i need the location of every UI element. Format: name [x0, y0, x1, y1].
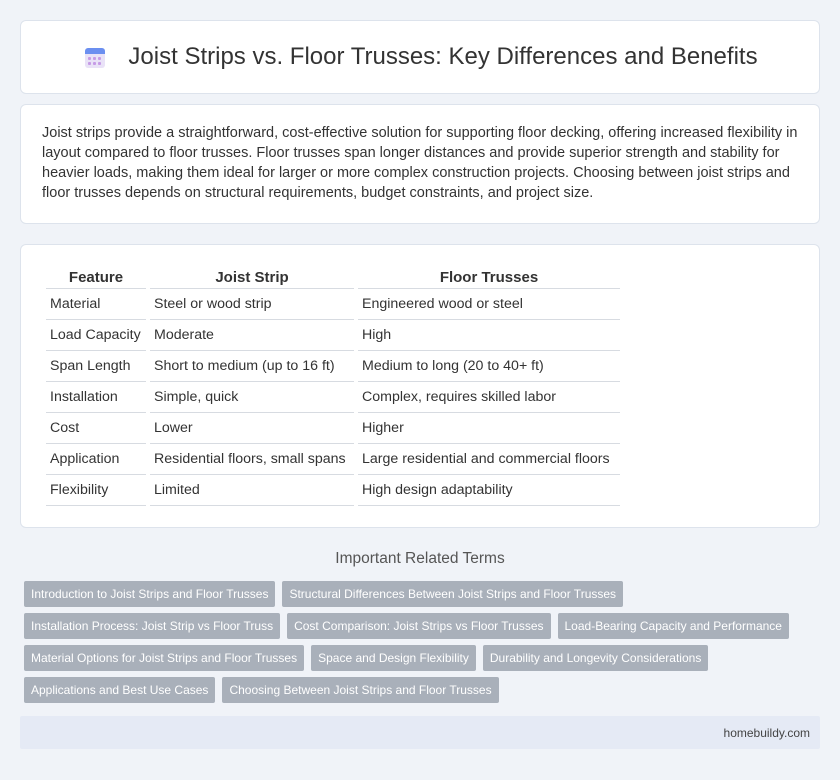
- comparison-table-card: [20, 244, 820, 528]
- cell-floor-trusses: High design adaptability: [358, 475, 620, 506]
- cell-feature: Span Length: [46, 351, 146, 382]
- table-row: [46, 320, 620, 351]
- related-term-tag[interactable]: Applications and Best Use Cases: [24, 677, 215, 703]
- footer-site: homebuildy.com: [723, 726, 810, 740]
- related-term-tag[interactable]: Cost Comparison: Joist Strips vs Floor Trusses: [287, 613, 550, 639]
- table-row: [46, 351, 620, 382]
- cell-joist-strip: Residential floors, small spans: [150, 444, 354, 475]
- table-row: [46, 475, 620, 506]
- cell-joist-strip: Limited: [150, 475, 354, 506]
- related-terms-list: [24, 581, 814, 709]
- cell-joist-strip: Simple, quick: [150, 382, 354, 413]
- table-header-row: [46, 265, 620, 289]
- page-title: Joist Strips vs. Floor Trusses: Key Differences and Benefits: [128, 43, 758, 70]
- intro-paragraph: Joist strips provide a straightforward, cost-effective solution for supporting floor decking, offering increased flexibility in layout compared to floor trusses. Floor trusses span longer distances and provide superior strength and stability for heavier loads, making them ideal for larger or more complex construction projects. Choosing between joist strips and floor trusses depends on structural requirements, budget constraints, and project size.: [42, 125, 798, 201]
- header-floor-trusses: Floor Trusses: [358, 265, 620, 289]
- cell-feature: Flexibility: [46, 475, 146, 506]
- cell-feature: Installation: [46, 382, 146, 413]
- calendar-icon: [82, 44, 108, 70]
- title-wrap: [82, 43, 757, 71]
- cell-floor-trusses: Medium to long (20 to 40+ ft): [358, 351, 620, 382]
- related-term-tag[interactable]: Space and Design Flexibility: [311, 645, 476, 671]
- cell-floor-trusses: Engineered wood or steel: [358, 289, 620, 320]
- table-row: [46, 289, 620, 320]
- table-body: [46, 289, 620, 506]
- cell-joist-strip: Short to medium (up to 16 ft): [150, 351, 354, 382]
- cell-feature: Application: [46, 444, 146, 475]
- related-term-tag[interactable]: Installation Process: Joist Strip vs Floor Truss: [24, 613, 280, 639]
- cell-feature: Cost: [46, 413, 146, 444]
- table-row: [46, 382, 620, 413]
- comparison-table: [42, 265, 624, 506]
- related-term-tag[interactable]: Introduction to Joist Strips and Floor Trusses: [24, 581, 275, 607]
- cell-feature: Material: [46, 289, 146, 320]
- cell-feature: Load Capacity: [46, 320, 146, 351]
- related-terms-title: Important Related Terms: [335, 550, 505, 567]
- related-term-tag[interactable]: Structural Differences Between Joist Strips and Floor Trusses: [282, 581, 623, 607]
- related-term-tag[interactable]: Load-Bearing Capacity and Performance: [558, 613, 789, 639]
- title-card: [20, 20, 820, 94]
- cell-joist-strip: Lower: [150, 413, 354, 444]
- cell-floor-trusses: Complex, requires skilled labor: [358, 382, 620, 413]
- related-term-tag[interactable]: Durability and Longevity Considerations: [483, 645, 708, 671]
- related-term-tag[interactable]: Material Options for Joist Strips and Floor Trusses: [24, 645, 304, 671]
- cell-floor-trusses: Large residential and commercial floors: [358, 444, 620, 475]
- header-feature: Feature: [46, 265, 146, 289]
- table-row: [46, 413, 620, 444]
- cell-joist-strip: Moderate: [150, 320, 354, 351]
- cell-joist-strip: Steel or wood strip: [150, 289, 354, 320]
- footer: [20, 716, 820, 749]
- header-joist-strip: Joist Strip: [150, 265, 354, 289]
- cell-floor-trusses: Higher: [358, 413, 620, 444]
- cell-floor-trusses: High: [358, 320, 620, 351]
- table-row: [46, 444, 620, 475]
- related-term-tag[interactable]: Choosing Between Joist Strips and Floor Trusses: [222, 677, 498, 703]
- intro-card: [20, 104, 820, 224]
